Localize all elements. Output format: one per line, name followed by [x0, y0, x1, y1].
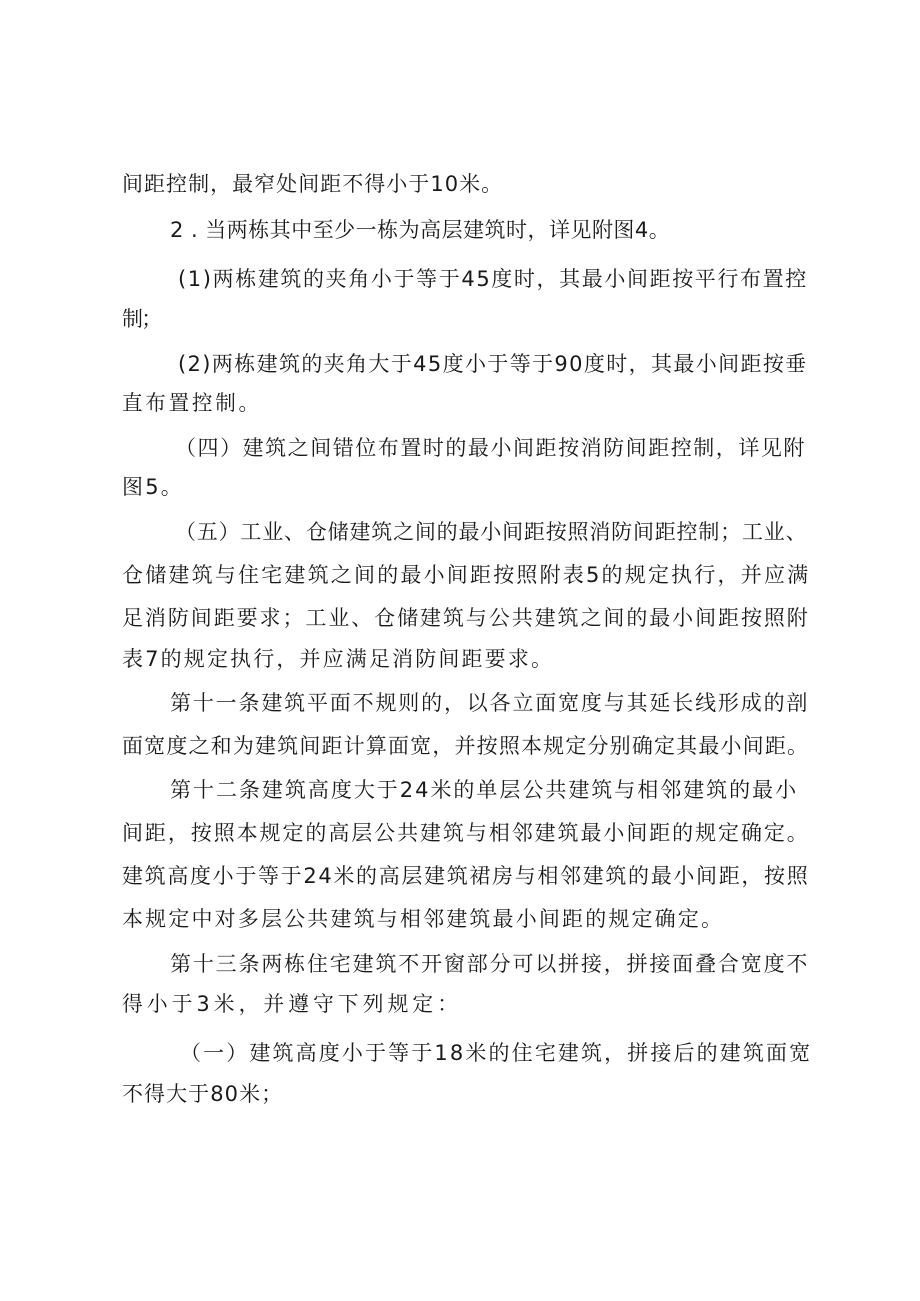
text-line-11: 足消防间距要求；工业、仓储建筑与公共建筑之间的最小间距按照附	[122, 606, 810, 630]
text-line-17: 建筑高度小于等于24米的高层建筑裙房与相邻建筑的最小间距，按照	[122, 864, 810, 888]
text-line-20: 得小于3米，并遵守下列规定：	[122, 992, 463, 1016]
text-line-22: 不得大于80米；	[122, 1082, 284, 1106]
text-line-12: 表7的规定执行，并应满足消防间距要求。	[122, 647, 555, 671]
text-line-16: 间距，按照本规定的高层公共建筑与相邻建筑最小间距的规定确定。	[122, 821, 810, 845]
text-line-7: （四）建筑之间错位布置时的最小间距按消防间距控制，详见附	[175, 436, 806, 460]
text-line-3: (1)两栋建筑的夹角小于等于45度时，其最小间距按平行布置控	[178, 267, 808, 291]
text-line-15: 第十二条建筑高度大于24米的单层公共建筑与相邻建筑的最小	[170, 778, 799, 802]
text-line-10: 仓储建筑与住宅建筑之间的最小间距按照附表5的规定执行，并应满	[122, 563, 811, 587]
text-line-4: 制；	[122, 307, 161, 331]
text-line-8: 图5。	[122, 475, 184, 499]
text-line-9: （五）工业、仓储建筑之间的最小间距按照消防间距控制；工业、	[175, 520, 808, 544]
text-line-19: 第十三条两栋住宅建筑不开窗部分可以拼接，拼接面叠合宽度不	[170, 952, 810, 976]
text-line-14: 面宽度之和为建筑间距计算面宽，并按照本规定分别确定其最小间距。	[122, 734, 810, 758]
text-line-6: 直布置控制。	[122, 391, 262, 415]
text-line-21: （一）建筑高度小于等于18米的住宅建筑，拼接后的建筑面宽	[180, 1041, 813, 1065]
text-line-18: 本规定中对多层公共建筑与相邻建筑最小间距的规定确定。	[122, 907, 725, 931]
text-line-5: (2)两栋建筑的夹角大于45度小于等于90度时，其最小间距按垂	[178, 352, 808, 376]
text-line-13: 第十一条建筑平面不规则的，以各立面宽度与其延长线形成的剖	[170, 691, 810, 715]
text-line-2: 2 . 当两栋其中至少一栋为高层建筑时，详见附图4。	[170, 218, 671, 242]
text-line-1: 间距控制，最窄处间距不得小于10米。	[122, 172, 504, 196]
